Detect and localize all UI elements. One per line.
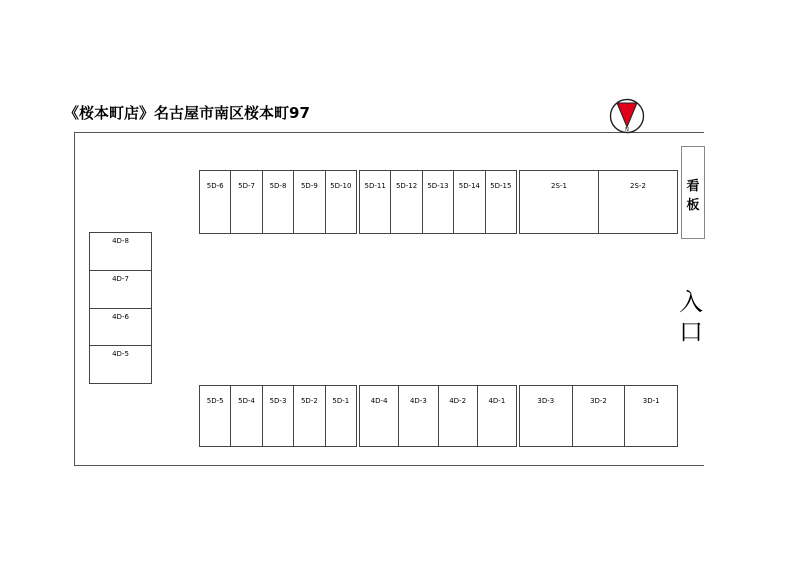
parking-space [199,170,231,234]
entrance-char-2: 口 [679,318,703,346]
parking-space [230,170,262,234]
parking-space-label: 2S-2 [630,182,646,190]
parking-space [89,270,152,309]
parking-space [390,170,422,234]
parking-space [293,170,325,234]
signboard [681,146,705,239]
parking-space-label: 5D-11 [364,182,386,190]
compass-letter: N [625,127,629,133]
parking-space [230,385,262,447]
parking-space-label: 5D-8 [269,182,287,190]
parking-space-label: 4D-8 [112,237,129,245]
parking-space-label: 4D-1 [488,397,506,405]
parking-space-label: 5D-5 [206,397,224,405]
page-title: 《桜本町店》名古屋市南区桜本町97 [64,104,310,122]
parking-space [519,170,599,234]
parking-space-label: 5D-2 [300,397,318,405]
parking-space-label: 5D-9 [300,182,318,190]
parking-space [325,170,357,234]
parking-space-label: 4D-3 [409,397,427,405]
parking-space-label: 5D-12 [395,182,418,190]
parking-space-label: 5D-13 [427,182,449,190]
parking-space [293,385,325,447]
parking-space-label: 2S-1 [551,182,567,190]
parking-space [359,385,399,447]
parking-space [262,170,294,234]
parking-space-label: 5D-4 [238,397,255,405]
parking-space [485,170,517,234]
parking-space [398,385,438,447]
parking-space [262,385,294,447]
parking-space [519,385,573,447]
parking-space [477,385,517,447]
parking-space-label: 5D-15 [490,182,512,190]
parking-space [453,170,485,234]
sign-char-1: 看 [686,179,700,194]
parking-space-label: 4D-5 [112,350,129,359]
parking-space [359,170,391,234]
parking-space-label: 5D-7 [238,182,255,190]
parking-space [89,345,152,384]
parking-space [572,385,626,447]
parking-space-label: 4D-2 [449,397,467,405]
parking-space-label: 5D-10 [330,182,352,190]
parking-space [624,385,678,447]
parking-space-label: 4D-6 [112,312,129,321]
parking-space-label: 5D-1 [332,397,350,405]
parking-space-label: 3D-1 [642,397,660,405]
parking-space-label: 3D-2 [590,397,607,405]
parking-space-label: 5D-6 [206,182,224,190]
parking-space-label: 5D-3 [269,397,287,405]
parking-space-label: 4D-7 [112,274,129,283]
parking-space [422,170,454,234]
parking-space-label: 4D-4 [370,397,388,405]
parking-space-label: 3D-3 [537,397,555,405]
parking-space [438,385,478,447]
entrance-label [674,287,708,347]
parking-space [598,170,678,234]
north-arrow-icon [609,98,645,134]
parking-space [89,308,152,347]
parking-space [325,385,357,447]
parking-space-label: 5D-14 [458,182,481,190]
sign-char-2: 板 [686,198,700,213]
parking-space [199,385,231,447]
entrance-char-1: 入 [679,288,703,316]
parking-space [89,232,152,271]
